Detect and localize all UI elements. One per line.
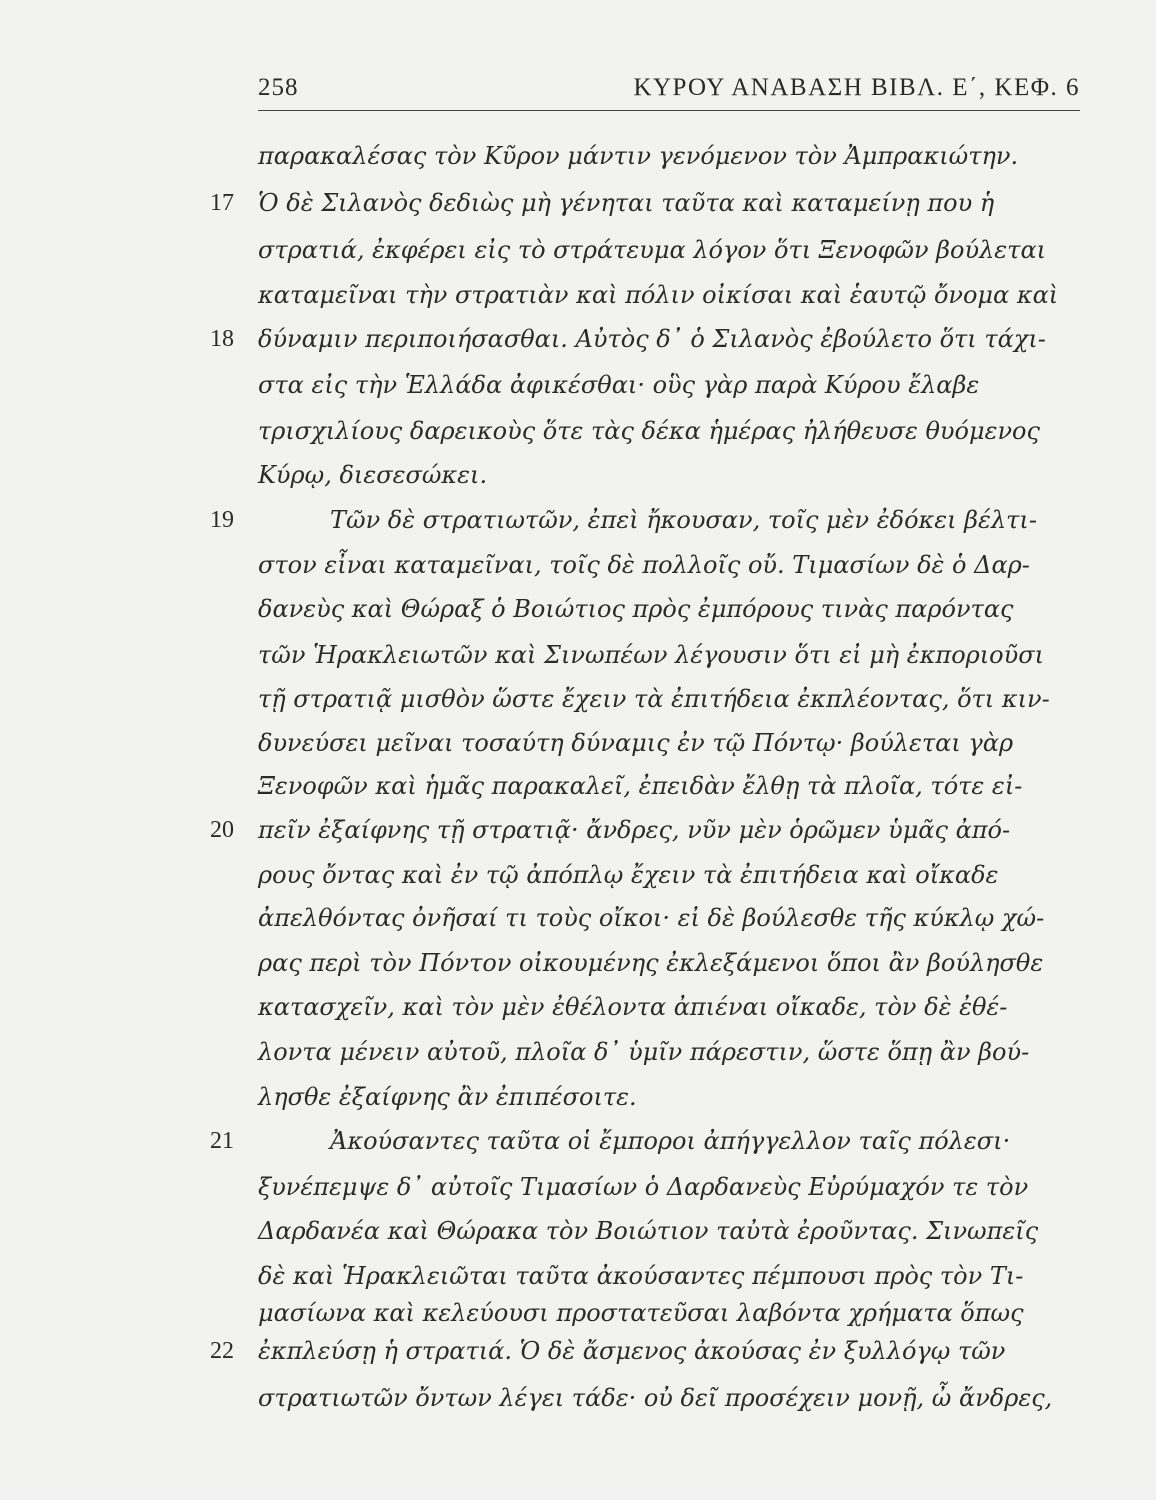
- text-line: τρισχιλίους δαρεικοὺς ὅτε τὰς δέκα ἡμέρας ἠλήθευσε θυόμενος: [258, 417, 1040, 445]
- text-line: δανεὺς καὶ Θώραξ ὁ Βοιώτιος πρὸς ἐμπόρους τινὰς παρόντας: [258, 595, 1014, 623]
- text-line: ἀπελθόντας ὀνῆσαί τι τοὺς οἴκοι· εἰ δὲ βούλεσθε τῆς κύκλῳ χώ-: [258, 904, 1045, 932]
- text-line: δὲ καὶ Ἡρακλειῶται ταῦτα ἀκούσαντες πέμπουσι πρὸς τὸν Τι-: [258, 1262, 1024, 1290]
- text-line: κατασχεῖν, καὶ τὸν μὲν ἐθέλοντα ἀπιέναι οἴκαδε, τὸν δὲ ἐθέ-: [258, 993, 1008, 1021]
- section-number: 18: [210, 326, 234, 352]
- text-line: Ἀκούσαντες ταῦτα οἱ ἔμποροι ἀπήγγελλον ταῖς πόλεσι·: [330, 1127, 1011, 1155]
- text-line: ἐκπλεύσῃ ἡ στρατιά. Ὁ δὲ ἄσμενος ἀκούσας ἐν ξυλλόγῳ τῶν: [258, 1337, 1006, 1365]
- text-line: δύναμιν περιποιήσασθαι. Αὐτὸς δ᾽ ὁ Σιλανὸς ἐβούλετο ὅτι τάχι-: [258, 325, 1046, 353]
- text-line: ξυνέπεμψε δ᾽ αὐτοῖς Τιμασίων ὁ Δαρδανεὺς Εὐρύμαχόν τε τὸν: [258, 1173, 1029, 1201]
- section-number: 21: [210, 1128, 234, 1154]
- text-line: πεῖν ἐξαίφνης τῇ στρατιᾷ· ἄνδρες, νῦν μὲν ὁρῶμεν ὑμᾶς ἀπό-: [258, 816, 1011, 844]
- text-line: τῇ στρατιᾷ μισθὸν ὥστε ἔχειν τὰ ἐπιτήδεια ἐκπλέοντας, ὅτι κιν-: [258, 685, 1050, 713]
- section-number: 22: [210, 1338, 234, 1364]
- text-line: ρους ὄντας καὶ ἐν τῷ ἀπόπλῳ ἔχειν τὰ ἐπιτήδεια καὶ οἴκαδε: [258, 861, 999, 889]
- page-header: [258, 68, 1080, 111]
- text-line: καταμεῖναι τὴν στρατιὰν καὶ πόλιν οἰκίσαι καὶ ἑαυτῷ ὄνομα καὶ: [258, 281, 1059, 309]
- text-line: παρακαλέσας τὸν Κῦρον μάντιν γενόμενον τὸν Ἀμπρακιώτην.: [258, 142, 1019, 170]
- text-line: στον εἶναι καταμεῖναι, τοῖς δὲ πολλοῖς οὔ. Τιμασίων δὲ ὁ Δαρ-: [258, 551, 1030, 579]
- text-line: Κύρῳ, διεσεσώκει.: [258, 461, 488, 489]
- text-line: λοντα μένειν αὐτοῦ, πλοῖα δ᾽ ὑμῖν πάρεστιν, ὥστε ὅπῃ ἂν βού-: [258, 1038, 1030, 1066]
- section-number: 20: [210, 817, 234, 843]
- text-line: Ξενοφῶν καὶ ἡμᾶς παρακαλεῖ, ἐπειδὰν ἔλθῃ τὰ πλοῖα, τότε εἰ-: [258, 772, 1023, 800]
- text-line: λησθε ἐξαίφνης ἂν ἐπιπέσοιτε.: [258, 1083, 637, 1111]
- section-number: 17: [210, 190, 234, 216]
- text-line: Δαρδανέα καὶ Θώρακα τὸν Βοιώτιον ταὐτὰ ἐροῦντας. Σινωπεῖς: [258, 1217, 1039, 1245]
- text-line: στα εἰς τὴν Ἑλλάδα ἀφικέσθαι· οὓς γὰρ παρὰ Κύρου ἔλαβε: [258, 371, 980, 399]
- text-line: τῶν Ἡρακλειωτῶν καὶ Σινωπέων λέγουσιν ὅτι εἰ μὴ ἐκποριοῦσι: [258, 641, 1044, 669]
- section-number: 19: [210, 507, 234, 533]
- text-line: στρατιωτῶν ὄντων λέγει τάδε· οὐ δεῖ προσέχειν μονῇ, ὦ ἄνδρες,: [258, 1384, 1053, 1412]
- text-line: Τῶν δὲ στρατιωτῶν, ἐπεὶ ἤκουσαν, τοῖς μὲν ἐδόκει βέλτι-: [330, 506, 1037, 534]
- text-line: ρας περὶ τὸν Πόντον οἰκουμένης ἐκλεξάμενοι ὅποι ἂν βούλησθε: [258, 949, 1044, 977]
- text-line: Ὁ δὲ Σιλανὸς δεδιὼς μὴ γένηται ταῦτα καὶ καταμείνῃ που ἡ: [258, 189, 995, 217]
- page-number: 258: [258, 74, 299, 101]
- text-line: στρατιά, ἐκφέρει εἰς τὸ στράτευμα λόγον ὅτι Ξενοφῶν βούλεται: [258, 236, 1047, 264]
- running-head: ΚΥΡΟΥ ΑΝΑΒΑΣΗ ΒΙΒΛ. Ε΄, ΚΕΦ. 6: [633, 74, 1080, 101]
- text-line: δυνεύσει μεῖναι τοσαύτη δύναμις ἐν τῷ Πόντῳ· βούλεται γὰρ: [258, 729, 1014, 757]
- text-line: μασίωνα καὶ κελεύουσι προστατεῦσαι λαβόντα χρήματα ὅπως: [258, 1299, 1024, 1327]
